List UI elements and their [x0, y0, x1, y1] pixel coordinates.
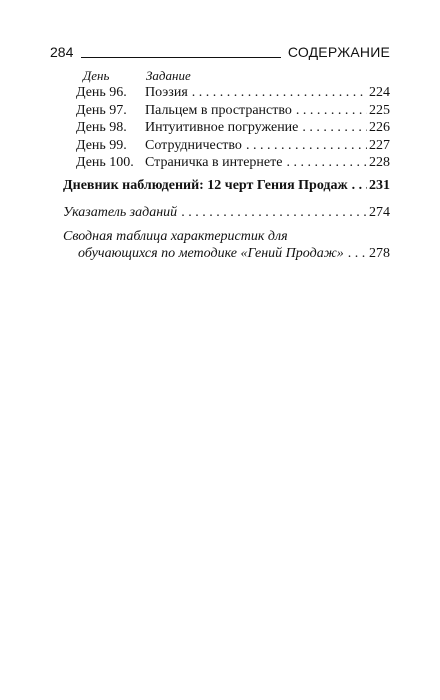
toc-entry-diary[interactable]	[63, 178, 390, 194]
toc-page: 226	[369, 120, 390, 136]
column-header-day: День	[83, 68, 110, 83]
toc-day: День 97.	[76, 102, 127, 118]
dot-leader	[181, 205, 367, 221]
toc-row[interactable]	[76, 137, 390, 155]
dot-leader	[302, 119, 367, 136]
dot-leader	[246, 137, 367, 154]
toc-page: 228	[369, 155, 390, 171]
diary-page: 231	[369, 178, 390, 193]
toc-task: Сотрудничество	[145, 137, 246, 154]
toc-entry-index[interactable]	[63, 205, 390, 221]
summary-title-line1: Сводная таблица характеристик для	[63, 229, 288, 244]
toc-row[interactable]	[76, 119, 390, 137]
header-rule	[81, 57, 281, 58]
column-header-task: Задание	[146, 68, 191, 83]
toc-task: Пальцем в пространство	[145, 102, 296, 119]
index-page: 274	[369, 205, 390, 220]
toc-day: День 99.	[76, 137, 127, 153]
diary-title: Дневник наблюдений: 12 черт Гения Продаж	[63, 178, 352, 194]
toc-entry-summary[interactable]	[63, 228, 390, 262]
toc-task: Интуитивное погружение	[145, 119, 302, 136]
dot-leader	[296, 102, 367, 119]
toc-task: Страничка в интернете	[145, 154, 286, 171]
toc-row[interactable]	[76, 84, 390, 102]
dot-leader	[352, 178, 367, 194]
toc-page: 225	[369, 102, 390, 118]
dot-leader	[348, 245, 367, 262]
toc-row[interactable]	[76, 154, 390, 172]
section-title: СОДЕРЖАНИЕ	[287, 44, 390, 60]
toc-row[interactable]	[76, 102, 390, 120]
toc-day: День 100.	[76, 155, 134, 171]
summary-page: 278	[369, 246, 390, 261]
dot-leader	[192, 84, 367, 101]
page-number: 284	[50, 44, 74, 60]
toc-task: Поэзия	[145, 84, 192, 101]
summary-title-line2: обучающихся по методике «Гений Продаж»	[78, 245, 348, 262]
toc-page: 224	[369, 85, 390, 100]
dot-leader	[286, 154, 367, 171]
toc-day: День 96.	[76, 85, 127, 100]
toc-column-headers	[76, 66, 390, 84]
toc-page: 227	[369, 137, 390, 153]
toc-table	[76, 66, 390, 172]
running-header	[50, 44, 390, 64]
toc-day: День 98.	[76, 120, 127, 136]
index-title: Указатель заданий	[63, 205, 181, 221]
